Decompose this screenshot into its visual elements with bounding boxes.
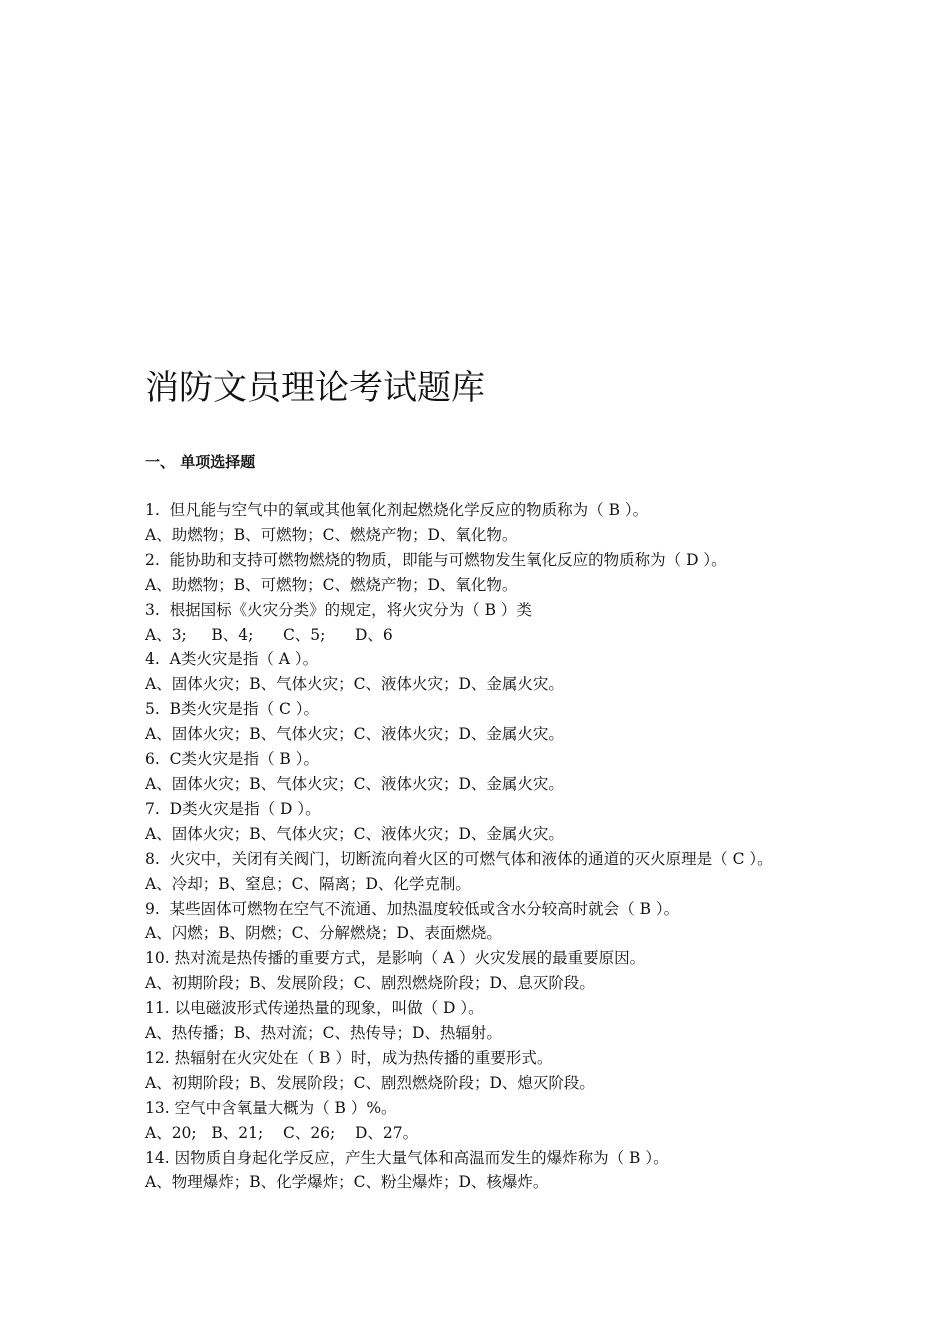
question-text: 6. C类火灾是指（ B ）。 [145, 750, 319, 769]
question-text: 5. B类火灾是指（ C ）。 [145, 700, 319, 719]
answer-options: A、助燃物；B、可燃物；C、燃烧产物；D、氧化物。 [145, 525, 518, 544]
answer-options: A、固体火灾；B、气体火灾；C、液体火灾；D、金属火灾。 [145, 675, 564, 694]
question-text: 11. 以电磁波形式传递热量的现象，叫做（ D ）。 [145, 999, 484, 1018]
answer-options: A、物理爆炸；B、化学爆炸；C、粉尘爆炸；D、核爆炸。 [145, 1173, 549, 1192]
question-text: 1. 但凡能与空气中的氧或其他氧化剂起燃烧化学反应的物质称为（ B ）。 [145, 501, 649, 519]
answer-options: A、固体火灾；B、气体火灾；C、液体火灾；D、金属火灾。 [145, 824, 564, 843]
question-text: 14. 因物质自身起化学反应，产生大量气体和高温而发生的爆炸称为（ B ）。 [145, 1148, 669, 1167]
answer-options: A、热传播；B、热对流；C、热传导；D、热辐射。 [145, 1024, 502, 1043]
document-title: 消防文员理论考试题库 [145, 368, 485, 408]
question-list [145, 498, 813, 1195]
question-text: 3. 根据国标《火灾分类》的规定，将火灾分为（ B ）类 [145, 600, 532, 619]
question-text: 13. 空气中含氧量大概为（ B ）%。 [145, 1098, 397, 1117]
question-text: 12. 热辐射在火灾处在（ B ）时，成为热传播的重要形式。 [145, 1048, 553, 1067]
question-text: 7. D类火灾是指（ D ）。 [145, 799, 321, 818]
answer-options: A、3; B、4; C、5; D、6 [145, 625, 393, 644]
question-text: 4. A类火灾是指（ A ）。 [145, 650, 319, 669]
answer-options: A、固体火灾；B、气体火灾；C、液体火灾；D、金属火灾。 [145, 774, 564, 793]
answer-options: A、冷却；B、窒息；C、隔离；D、化学克制。 [145, 874, 471, 893]
answer-options: A、初期阶段；B、发展阶段；C、剧烈燃烧阶段；D、息灭阶段。 [145, 974, 595, 993]
question-text: 8. 火灾中，关闭有关阀门，切断流向着火区的可燃气体和液体的通道的灭火原理是（ C ）。 [145, 849, 773, 868]
answer-options: A、20; B、21; C、26; D、27。 [145, 1123, 419, 1142]
question-text: 2. 能协助和支持可燃物燃烧的物质，即能与可燃物发生氧化反应的物质称为（ D ）。 [145, 550, 727, 569]
section-heading: 一、 单项选择题 [145, 453, 256, 471]
answer-options: A、闪燃；B、阴燃；C、分解燃烧；D、表面燃烧。 [145, 924, 502, 943]
question-text: 9. 某些固体可燃物在空气不流通、加热温度较低或含水分较高时就会（ B ）。 [145, 899, 680, 918]
answer-options: A、助燃物；B、可燃物；C、燃烧产物；D、氧化物。 [145, 575, 518, 594]
question-text: 10. 热对流是热传播的重要方式，是影响（ A ）火灾发展的最重要原因。 [145, 949, 646, 968]
answer-options: A、初期阶段；B、发展阶段；C、剧烈燃烧阶段；D、熄灭阶段。 [145, 1073, 595, 1092]
answer-options: A、固体火灾；B、气体火灾；C、液体火灾；D、金属火灾。 [145, 725, 564, 744]
